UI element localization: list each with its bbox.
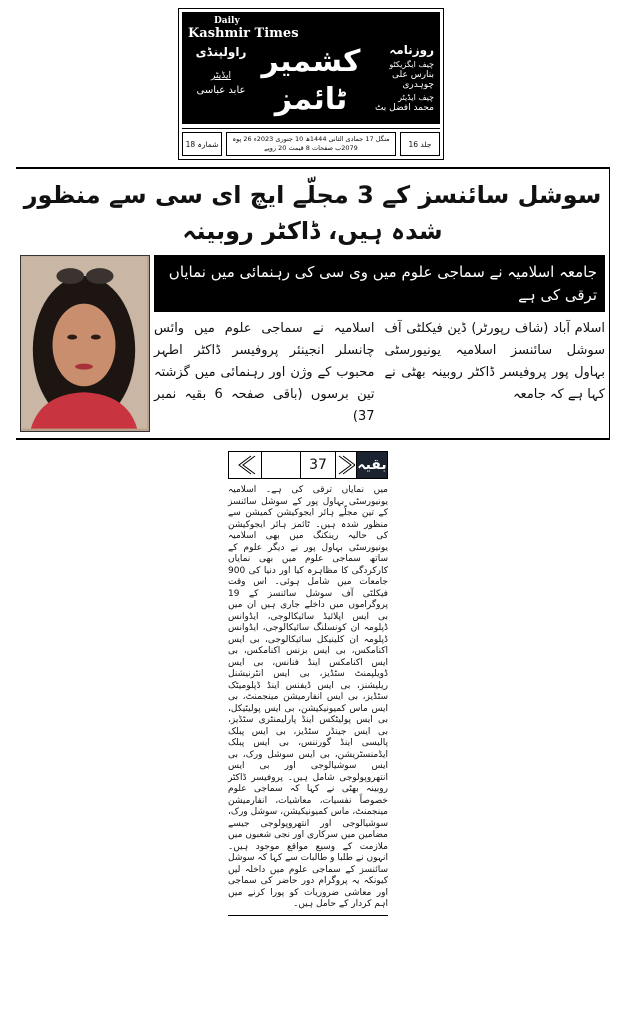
masthead-logo-urdu: کشمیر ٹائمز — [261, 44, 361, 117]
news-article — [16, 167, 610, 440]
masthead-roznama: روزنامہ — [389, 43, 434, 57]
text-line: ڈویلپمنٹ سٹڈیز، بی ایس انٹرنیشنل ریلیشنز، بی — [228, 669, 388, 691]
chief-executive-label: چیف ایگزیکٹو — [389, 60, 434, 69]
masthead-english-block — [188, 16, 434, 41]
article-text-area — [154, 255, 605, 432]
continuation-section — [228, 451, 388, 922]
text-line: روبینہ بھٹی نے کہا ہے کہ جامعہ — [384, 365, 605, 403]
text-line: کی 900 جامعات میں شامل ہوئی۔ اس وقت — [228, 565, 388, 588]
text-line: اور نجی شعبوں میں ملازمت کے وسیع مواقع موجود — [228, 830, 388, 852]
masthead-info-row — [182, 128, 440, 156]
text-line: ڈین فیکلٹی آف سوشل سائنسز اسلامیہ — [384, 321, 605, 359]
text-line: سوشیالوجی اور انتھروپولوجی جیسے مضامین میں سرکاری — [228, 818, 388, 841]
text-line: سائنسز کے سماجی علوم میں داخلہ لیں کیونکہ یہ — [228, 864, 388, 887]
editor-name: عابد عباسی — [196, 85, 246, 96]
text-line: اسلامیہ نے سماجی علوم میں وائس — [154, 321, 375, 337]
newspaper-masthead — [178, 8, 444, 160]
portrait-image — [21, 256, 147, 429]
continuation-header — [228, 451, 388, 479]
text-line: کرنے میں اہم کردار کے حامل ہیں۔ — [228, 887, 388, 910]
text-line: سوشل ورک، بی ایس سوشیالوجی اور بی ایس — [228, 749, 388, 772]
text-line: یونیورسٹی بہاول پور پروفیسر ڈاکٹر — [384, 343, 605, 381]
text-line: ایس ڈیفنس اینڈ ڈپلومیٹک سٹڈیز، بی ایس — [228, 680, 388, 703]
text-line: سائیکالوجی، ایڈوانس ڈپلومہ ان کونسلنگ — [228, 611, 388, 634]
divider — [228, 915, 388, 916]
text-line: فیکلٹی آف سوشل سائنسز کے 19 پروگراموں میں — [228, 588, 388, 611]
text-line: ایجوکیشن کی حالیہ رینکنگ میں بھی اسلامیہ — [228, 519, 388, 542]
chief-editor-label: چیف ایڈیٹر — [398, 93, 434, 102]
text-line: سٹڈیز، بی ایس جینڈر سٹڈیز، بی ایس پبلک پالیسی — [228, 715, 388, 749]
text-line: انتھروپولوجی شامل ہیں۔ پروفیسر ڈاکٹر روبینہ بھٹی — [228, 772, 388, 795]
chevron-left-icon — [229, 452, 261, 478]
text-line: یونیورسٹی بہاول پور نے دیگر علوم کے ساتھ سماجی — [228, 542, 388, 565]
article-headline: سوشل سائنسز کے 3 مجلّے ایچ ای سی سے منظور شدہ ہیں، ڈاکٹر روبینہ — [23, 181, 602, 246]
text-line: بہاول پور کے سوشل سائنسز کے تین مجلّے ہائر — [228, 496, 388, 519]
text-line: ایس پولیٹیکل، بی ایس پولیٹکس اینڈ پارلیمنٹری — [228, 703, 388, 726]
masthead-right — [368, 43, 434, 113]
text-line: اکنامکس، بی ایس اکنامکس اینڈ فنانس، بی ایس — [228, 646, 388, 668]
continuation-label: بقیہ — [356, 452, 387, 478]
masthead-left — [188, 43, 254, 96]
chief-executive-name: بنارس علی چوہدری — [391, 70, 434, 90]
text-line: سائیکالوجی، بی ایس اکنامکس، بی ایس بزنس — [228, 634, 388, 657]
continuation-text — [228, 485, 388, 911]
continuation-number: 37 — [300, 452, 335, 478]
dateline: منگل 17 جمادی الثانی 1444ھ 10 جنوری 2023ء 26 پوہ 2079ب صفحات 8 قیمت 20 روپے — [226, 132, 396, 156]
article-subheadline: جامعہ اسلامیہ نے سماجی علوم میں وی سی کی رہنمائی میں نمایاں ترقی کی ہے — [154, 255, 605, 312]
article-columns — [154, 318, 605, 428]
text-line: انفارمیشن مینجمنٹ، ماس کمیونیکیشن، سوشل ورک، — [228, 795, 388, 818]
article-column-right — [385, 318, 606, 428]
article-column-left — [154, 318, 375, 428]
chevron-right-icon — [335, 452, 356, 478]
text-line: انفارمیشن مینجمنٹ، بی ایس ماس کمیونیکیشن، بی — [228, 692, 388, 714]
masthead-city: راولپنڈی — [195, 45, 247, 59]
text-line: چانسلر انجینئر پروفیسر ڈاکٹر اطہر محبوب — [154, 343, 375, 381]
masthead-row — [188, 43, 434, 118]
article-row — [20, 255, 605, 432]
text-line: سائیکالوجی، ایڈوانس ڈپلومہ ان کلینیکل — [228, 623, 388, 645]
text-line: داخلے جاری ہیں ان میں بی ایس اپلائیڈ — [228, 600, 388, 622]
author-photo — [20, 255, 150, 432]
chief-editor-name: محمد افضل بٹ — [374, 103, 434, 113]
text-line: برسوں (باقی صفحہ 6 بقیہ نمبر 37) — [154, 387, 375, 425]
masthead-daily: Daily — [214, 16, 240, 26]
text-line: اسلام آباد (شاف رپورٹر) — [471, 321, 605, 337]
text-line: میں نمایاں ترقی کی ہے۔ اسلامیہ یونیورسٹی — [228, 485, 388, 507]
text-line: پروگرام دور حاضر کی سماجی اور معاشی ضروریات کو پورا — [228, 876, 388, 898]
blank-box — [261, 452, 300, 478]
masthead-banner — [182, 12, 440, 124]
text-line: کے وژن اور رہنمائی میں گزشتہ تین — [154, 365, 375, 403]
text-line: اینڈ گورننس، بی ایس پبلک ایڈمنسٹریشن، بی ایس — [228, 738, 388, 760]
text-line: علوم میں بھی نمایاں کارکردگی کا مظاہرہ کیا اور دنیا — [228, 554, 388, 576]
volume-number: جلد 16 — [400, 132, 440, 156]
editor-label: ایڈیٹر — [211, 71, 231, 81]
text-line: ایجوکیشن کمیشن سے منظور شدہ ہیں۔ ٹائمز ہائر — [228, 508, 388, 530]
text-line: نے کہا کہ سماجی علوم خصوصاً نفسیات، معاشیات، — [228, 784, 388, 806]
issue-number: شمارہ 18 — [182, 132, 222, 156]
masthead-name-english: Kashmir Times — [188, 26, 299, 41]
text-line: ہیں۔ انہوں نے طلبا و طالبات سے کہا کہ سوشل — [228, 841, 388, 864]
